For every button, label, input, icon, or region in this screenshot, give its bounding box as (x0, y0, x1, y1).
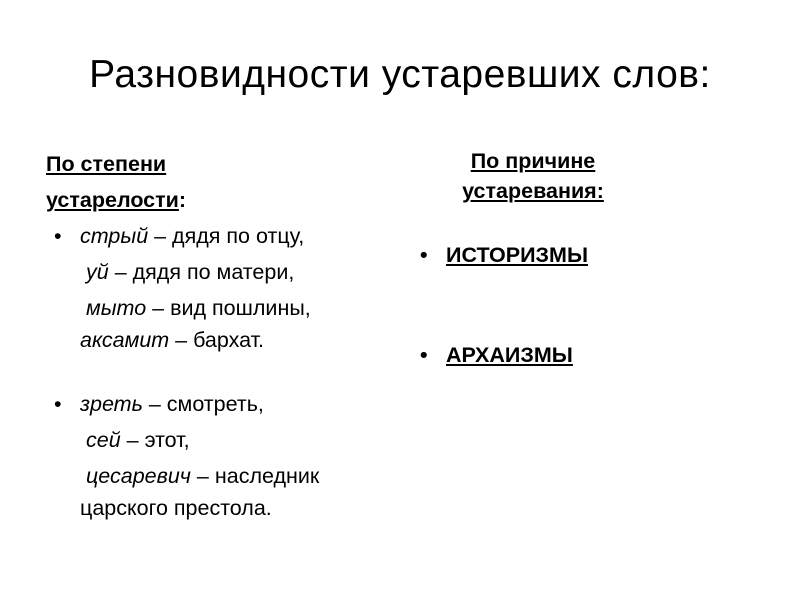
definition: – этот, (120, 428, 190, 452)
list-line (80, 290, 396, 326)
spacer (46, 354, 396, 386)
definition: – вид пошлины, (146, 296, 311, 320)
bullet-icon: • (54, 392, 62, 416)
list-item-label: АРХАИЗМЫ (446, 343, 573, 367)
list-item-label: ИСТОРИЗМЫ (446, 243, 588, 267)
left-heading-colon: : (178, 188, 187, 212)
right-heading-line2: устаревания: (462, 179, 604, 203)
list-line (80, 458, 396, 494)
right-heading-line1: По причине (470, 149, 596, 173)
slide-title: Разновидности устаревших слов: (89, 53, 711, 96)
term: мыто (86, 296, 147, 320)
spacer (420, 270, 670, 340)
definition: – дядя по матери, (108, 260, 295, 284)
list-line (80, 386, 396, 422)
list-item-archaisms (420, 340, 670, 370)
left-heading-line2-text: устарелости (46, 188, 179, 212)
term: зреть (80, 392, 143, 416)
bullet-icon: • (54, 224, 62, 248)
bullet-item-archaic-words-1 (46, 218, 396, 354)
list-line (80, 326, 396, 354)
list-line (80, 422, 396, 458)
definition: царского престола. (80, 496, 272, 520)
left-heading-line1: По степени (46, 152, 167, 176)
right-heading (420, 146, 646, 206)
left-column (46, 146, 396, 522)
bullet-icon: • (420, 243, 428, 267)
term: цесаревич (86, 464, 191, 488)
list-line (80, 218, 396, 254)
definition: – дядя по отцу, (148, 224, 305, 248)
list-line (80, 494, 396, 522)
left-heading (46, 146, 396, 218)
spacer (420, 206, 670, 240)
definition: – наследник (190, 464, 320, 488)
term: стрый (80, 224, 149, 248)
term: сей (86, 428, 121, 452)
left-heading-line2 (46, 182, 396, 218)
term: уй (86, 260, 109, 284)
list-line (80, 254, 396, 290)
list-item-historisms (420, 240, 670, 270)
bullet-item-archaic-words-2 (46, 386, 396, 522)
bullet-icon: • (420, 343, 428, 367)
definition: – бархат. (169, 328, 265, 352)
term: аксамит (80, 328, 170, 352)
right-column (420, 146, 670, 370)
definition: – смотреть, (142, 392, 264, 416)
